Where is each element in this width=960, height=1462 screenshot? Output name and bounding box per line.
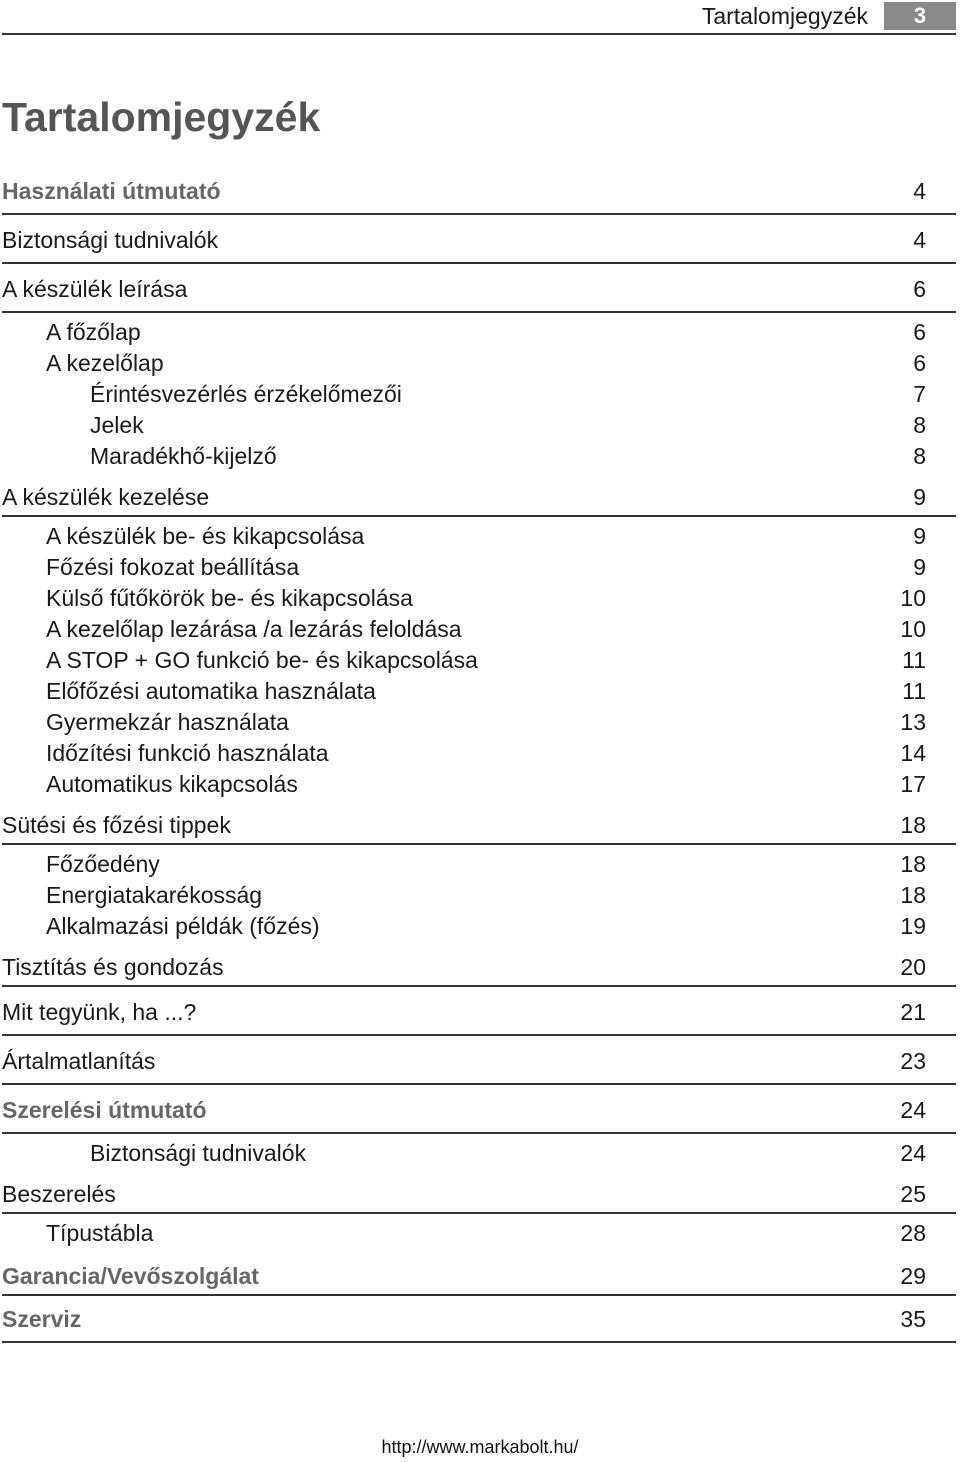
toc-entry-label: A kezelőlap lezárása /a lezárás feloldása	[46, 616, 462, 642]
running-header-page-number: 3	[884, 2, 956, 30]
toc-entry-page: 9	[913, 554, 926, 580]
toc-entry-page: 9	[913, 484, 926, 510]
toc-entry-label: Beszerelés	[2, 1181, 116, 1207]
toc-entry-label: Mit tegyünk, ha ...?	[2, 999, 197, 1025]
toc-entry-page: 18	[900, 882, 926, 908]
toc-entry-page: 13	[900, 709, 926, 735]
toc-entry[interactable]	[2, 1036, 956, 1085]
toc-entry-page: 23	[900, 1048, 926, 1074]
toc-entry-label: A készülék be- és kikapcsolása	[46, 523, 365, 549]
toc-entry-page: 24	[900, 1140, 926, 1166]
toc-entry-label: Garancia/Vevőszolgálat	[2, 1263, 259, 1289]
toc-entry-label: Érintésvezérlés érzékelőmezői	[90, 381, 402, 407]
toc-entry-label: Külső fűtőkörök be- és kikapcsolása	[46, 585, 413, 611]
toc-entry[interactable]	[2, 264, 956, 313]
toc-entry[interactable]	[2, 1085, 956, 1134]
toc-entry[interactable]	[2, 880, 956, 911]
toc-entry-label: A főzőlap	[46, 319, 141, 345]
toc-entry-label: A STOP + GO funkció be- és kikapcsolása	[46, 647, 478, 673]
toc-entry[interactable]	[2, 804, 956, 845]
toc-entry-label: Energiatakarékosság	[46, 882, 263, 908]
toc-entry-page: 4	[913, 227, 926, 253]
toc-entry-page: 19	[900, 913, 926, 939]
toc-entry-page: 9	[913, 523, 926, 549]
toc-entry-label: Sütési és főzési tippek	[2, 812, 231, 838]
toc-entry-page: 6	[913, 276, 926, 302]
toc-entry-page: 20	[900, 954, 926, 980]
toc-entry[interactable]	[2, 1173, 956, 1214]
toc-entry-label: Típustábla	[46, 1220, 154, 1246]
toc-entry[interactable]	[2, 1296, 956, 1343]
toc-entry-page: 28	[900, 1220, 926, 1246]
toc-entry-label: Biztonsági tudnivalók	[2, 227, 219, 253]
toc-entry-label: Maradékhő-kijelző	[90, 443, 277, 469]
toc-entry[interactable]	[2, 166, 956, 215]
toc-entry-label: Időzítési funkció használata	[46, 740, 329, 766]
toc-entry[interactable]	[2, 614, 956, 645]
running-header-title: Tartalomjegyzék	[701, 3, 868, 29]
running-header	[0, 0, 960, 34]
toc-entry-page: 8	[913, 443, 926, 469]
toc-entry-label: Biztonsági tudnivalók	[90, 1140, 307, 1166]
toc-entry-label: Ártalmatlanítás	[2, 1048, 156, 1074]
toc-entry[interactable]	[2, 441, 956, 472]
toc-entry-page: 6	[913, 350, 926, 376]
toc-entry[interactable]	[2, 317, 956, 348]
toc-entry[interactable]	[2, 521, 956, 552]
toc-entry-label: Szerviz	[2, 1306, 82, 1332]
page-title: Tartalomjegyzék	[2, 94, 321, 140]
table-of-contents	[2, 166, 956, 1343]
toc-entry[interactable]	[2, 476, 956, 517]
toc-entry-label: Automatikus kikapcsolás	[46, 771, 298, 797]
toc-entry-page: 10	[900, 585, 926, 611]
toc-entry-label: Főzőedény	[46, 851, 160, 877]
toc-entry[interactable]	[2, 849, 956, 880]
toc-entry[interactable]	[2, 987, 956, 1036]
toc-entry-page: 18	[900, 851, 926, 877]
toc-entry-page: 6	[913, 319, 926, 345]
toc-entry-page: 7	[913, 381, 926, 407]
toc-entry[interactable]	[2, 583, 956, 614]
toc-entry-label: Főzési fokozat beállítása	[46, 554, 300, 580]
toc-entry[interactable]	[2, 645, 956, 676]
toc-entry-label: A készülék leírása	[2, 276, 188, 302]
toc-entry[interactable]	[2, 215, 956, 264]
toc-entry[interactable]	[2, 769, 956, 800]
toc-entry[interactable]	[2, 738, 956, 769]
toc-entry-page: 10	[900, 616, 926, 642]
toc-entry-label: Gyermekzár használata	[46, 709, 289, 735]
toc-entry[interactable]	[2, 379, 956, 410]
toc-entry[interactable]	[2, 676, 956, 707]
toc-entry[interactable]	[2, 1218, 956, 1249]
toc-entry[interactable]	[2, 911, 956, 942]
toc-entry[interactable]	[2, 707, 956, 738]
toc-entry-page: 25	[900, 1181, 926, 1207]
toc-entry-page: 4	[913, 178, 926, 204]
toc-entry[interactable]	[2, 1138, 956, 1169]
toc-entry[interactable]	[2, 348, 956, 379]
toc-entry-page: 29	[900, 1263, 926, 1289]
toc-entry-label: A készülék kezelése	[2, 484, 210, 510]
toc-entry-label: Előfőzési automatika használata	[46, 678, 376, 704]
toc-entry-page: 17	[900, 771, 926, 797]
toc-entry-label: Alkalmazási példák (főzés)	[46, 913, 320, 939]
toc-entry-page: 18	[900, 812, 926, 838]
toc-entry-label: Szerelési útmutató	[2, 1097, 207, 1123]
toc-entry-label: Tisztítás és gondozás	[2, 954, 224, 980]
toc-entry[interactable]	[2, 552, 956, 583]
footer-url[interactable]: http://www.markabolt.hu/	[381, 1437, 579, 1457]
toc-entry-page: 24	[900, 1097, 926, 1123]
toc-entry-page: 11	[902, 647, 926, 673]
toc-entry-label: Használati útmutató	[2, 178, 221, 204]
toc-entry-page: 14	[900, 740, 926, 766]
toc-entry-label: A kezelőlap	[46, 350, 164, 376]
header-rule	[2, 33, 956, 35]
toc-entry-page: 11	[902, 678, 926, 704]
toc-entry[interactable]	[2, 1253, 956, 1294]
toc-entry-page: 35	[900, 1306, 926, 1332]
toc-entry[interactable]	[2, 410, 956, 441]
toc-entry[interactable]	[2, 946, 956, 987]
toc-entry-page: 8	[913, 412, 926, 438]
toc-entry-page: 21	[900, 999, 926, 1025]
toc-entry-label: Jelek	[90, 412, 144, 438]
